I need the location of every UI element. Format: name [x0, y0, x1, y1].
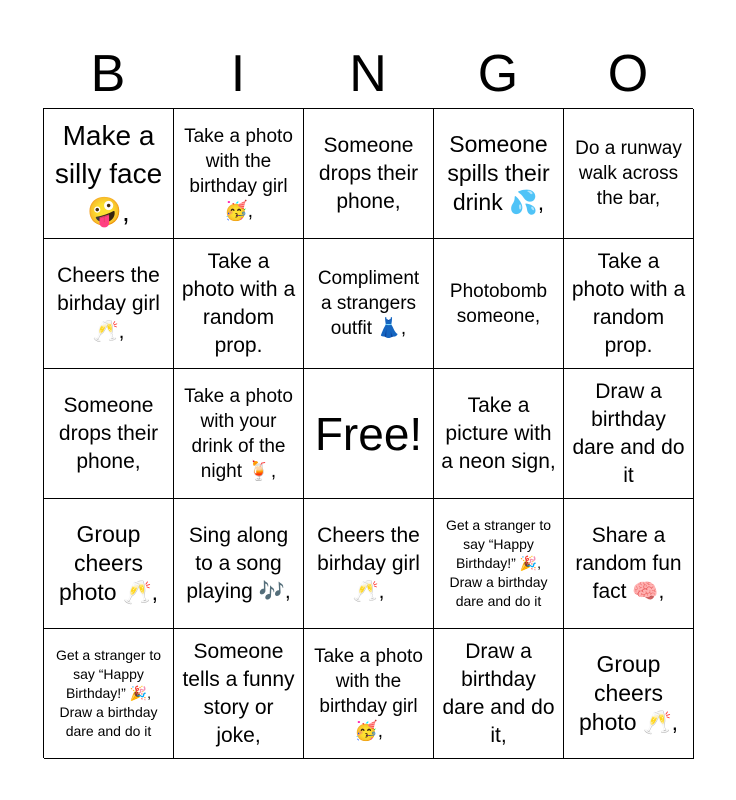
bingo-cell[interactable]	[304, 109, 434, 239]
bingo-cell[interactable]	[174, 629, 304, 759]
bingo-cell[interactable]	[564, 499, 694, 629]
bingo-cell[interactable]	[44, 109, 174, 239]
cell-text: Someone spills their drink 💦,	[447, 131, 550, 215]
bingo-cell[interactable]	[434, 239, 564, 369]
cell-text: Take a photo with your drink of the night 🍹,	[184, 385, 293, 482]
free-space[interactable]	[304, 369, 434, 499]
bingo-cell[interactable]	[434, 369, 564, 499]
bingo-cell[interactable]	[434, 109, 564, 239]
cell-text: Make a silly face🤪,	[54, 119, 163, 227]
cell-text: Someone drops their phone,	[58, 393, 159, 473]
cell-text: Take a photo with the birthday girl 🥳,	[314, 645, 423, 742]
header-letter-g: G	[477, 45, 519, 103]
cell-text: Get a stranger to say “Happy Birthday!” 🎉, Draw a birthday dare and do it	[55, 647, 162, 739]
bingo-cell[interactable]	[304, 629, 434, 759]
cell-text: Cheers the birhday girl 🥂,	[317, 523, 420, 603]
bingo-board	[43, 108, 693, 758]
bingo-cell[interactable]	[564, 109, 694, 239]
bingo-cell[interactable]	[174, 239, 304, 369]
bingo-cell[interactable]	[434, 629, 564, 759]
cell-text: Take a photo with a random prop.	[181, 249, 296, 357]
free-space-text: Free!	[314, 407, 423, 460]
bingo-cell[interactable]	[44, 499, 174, 629]
bingo-cell[interactable]	[304, 499, 434, 629]
cell-text: Get a stranger to say “Happy Birthday!” 🎉, Draw a birthday dare and do it	[445, 517, 552, 609]
bingo-cell[interactable]	[564, 629, 694, 759]
cell-text: Take a photo with the birthday girl 🥳,	[184, 125, 293, 222]
cell-text: Group cheers photo 🥂,	[579, 651, 678, 735]
bingo-cell[interactable]	[174, 109, 304, 239]
bingo-header	[43, 40, 693, 108]
cell-text: Compliment a strangers outfit 👗,	[317, 268, 420, 339]
cell-text: Draw a birthday dare and do it,	[442, 639, 555, 747]
cell-text: Do a runway walk across the bar,	[575, 138, 682, 209]
bingo-cell[interactable]	[44, 239, 174, 369]
header-letter-b: B	[90, 45, 126, 103]
cell-text: Group cheers photo 🥂,	[59, 521, 158, 605]
cell-text: Draw a birthday dare and do it	[572, 379, 685, 487]
bingo-cell[interactable]	[564, 369, 694, 499]
cell-text: Share a random fun fact 🧠,	[575, 523, 682, 603]
cell-text: Someone tells a funny story or joke,	[182, 639, 295, 747]
cell-text: Take a picture with a neon sign,	[441, 393, 556, 473]
cell-text: Take a photo with a random prop.	[571, 249, 686, 357]
bingo-cell[interactable]	[564, 239, 694, 369]
cell-text: Photobomb someone,	[449, 280, 548, 327]
header-letter-n: N	[349, 45, 387, 103]
bingo-cell[interactable]	[174, 369, 304, 499]
cell-text: Cheers the birhday girl 🥂,	[57, 263, 160, 343]
bingo-cell[interactable]	[44, 629, 174, 759]
bingo-cell[interactable]	[174, 499, 304, 629]
header-letter-i: I	[230, 45, 246, 103]
bingo-cell[interactable]	[434, 499, 564, 629]
header-letter-o: O	[607, 45, 649, 103]
bingo-cell[interactable]	[304, 239, 434, 369]
cell-text: Someone drops their phone,	[318, 133, 419, 213]
bingo-cell[interactable]	[44, 369, 174, 499]
cell-text: Sing along to a song playing 🎶,	[186, 523, 291, 603]
